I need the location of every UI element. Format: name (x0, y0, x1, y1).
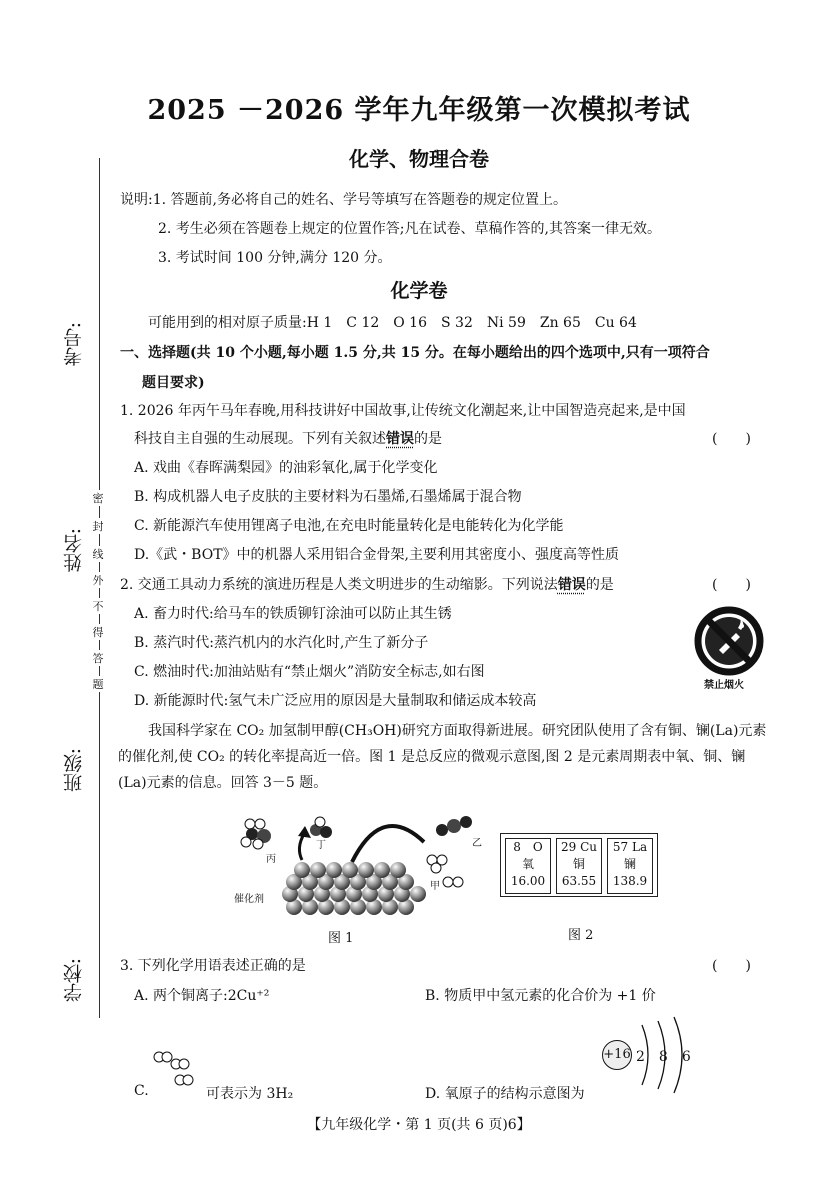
class-label: 班级: (63, 748, 85, 793)
no-fireworks-sign-icon (694, 606, 764, 676)
school-label: 学校: (63, 958, 85, 1003)
seal-char: 得 (90, 624, 106, 640)
q2-option-b: B. 蒸汽时代:蒸汽机内的水汽化时,产生了新分子 (134, 635, 429, 651)
figure-2-caption: 图 2 (568, 928, 594, 943)
section-title: 化学卷 (390, 280, 448, 302)
hydrogen-molecules-icon (152, 1050, 202, 1090)
q1-stem-emphasis: 错误 (386, 431, 414, 447)
q3-option-b: B. 物质甲中氢元素的化合价为 +1 价 (425, 988, 656, 1004)
q3-option-c-label: C. (134, 1083, 149, 1099)
seal-char: 不 (90, 598, 106, 614)
oxygen-mass: 16.00 (510, 874, 546, 888)
label-catalyst: 催化剂 (234, 894, 264, 905)
q1-option-a: A. 戏曲《春晖满梨园》的油彩氧化,属于化学变化 (134, 460, 438, 476)
catalyst-surface-graphic (232, 812, 494, 922)
seal-char: 外 (90, 572, 106, 588)
instruction-2: 2. 考生必须在答题卷上规定的位置作答;凡在试卷、草稿作答的,其答案一律无效。 (158, 221, 661, 237)
page-footer: 【九年级化学・第 1 页(共 6 页)6】 (307, 1117, 531, 1133)
exam-subtitle: 化学、物理合卷 (349, 147, 489, 171)
label-jia: 甲 (430, 881, 440, 892)
q2-answer-paren: ( ) (712, 577, 751, 593)
label-ding: 丁 (316, 840, 326, 851)
lanthanum-number-symbol: 57 La (612, 840, 648, 854)
q1-stem-post: 的是 (414, 431, 442, 447)
label-bing: 丙 (266, 854, 276, 865)
lanthanum-mass: 138.9 (612, 874, 648, 888)
q2-option-c: C. 燃油时代:加油站贴有“禁止烟火”消防安全标志,如右图 (134, 664, 485, 680)
q3-stem: 3. 下列化学用语表述正确的是 (120, 958, 306, 974)
part1-heading-cont: 题目要求) (142, 375, 205, 391)
q1-option-d: D.《武・BOT》中的机器人采用铝合金骨架,主要利用其密度小、强度高等性质 (134, 547, 619, 563)
q2-option-a: A. 畜力时代:给马车的铁质铆钉涂油可以防止其生锈 (134, 606, 452, 622)
instruction-1: 说明:1. 答题前,务必将自己的姓名、学号等填写在答题卷的规定位置上。 (120, 192, 567, 208)
part1-heading: 一、选择题(共 10 个小题,每小题 1.5 分,共 15 分。在每小题给出的四个选项中,只有一项符合 (120, 345, 710, 361)
element-oxygen (505, 838, 551, 894)
seal-char: 封 (90, 518, 106, 534)
q1-stem-line1: 1. 2026 年丙午马年春晚,用科技讲好中国故事,让传统文化潮起来,让中国智造亮起来,是中国 (120, 403, 686, 419)
label-yi: 乙 (472, 838, 482, 849)
element-copper (556, 838, 602, 894)
q2-stem-post: 的是 (585, 577, 614, 593)
q3-option-c-text: 可表示为 3H₂ (206, 1086, 294, 1102)
copper-number-symbol: 29 Cu (561, 840, 597, 854)
name-label: 姓名: (63, 528, 85, 573)
element-lanthanum (607, 838, 653, 894)
q2-stem-emphasis: 错误 (557, 577, 586, 593)
figure-1-diagram (232, 812, 494, 922)
atomic-masses: 可能用到的相对原子质量:H 1 C 12 O 16 S 32 Ni 59 Zn 65 Cu 64 (148, 315, 637, 331)
atom-shells: 2 8 6 (636, 1049, 691, 1065)
q2-stem (120, 574, 614, 594)
q3-option-d: D. 氧原子的结构示意图为 (425, 1086, 585, 1102)
q2-option-d: D. 新能源时代:氢气未广泛应用的原因是大量制取和储运成本较高 (134, 693, 537, 709)
q1-answer-paren: ( ) (712, 431, 751, 447)
q1-option-b: B. 构成机器人电子皮肤的主要材料为石墨烯,石墨烯属于混合物 (134, 489, 522, 505)
atom-nucleus: +16 (602, 1040, 632, 1070)
q3-answer-paren: ( ) (712, 958, 751, 974)
lanthanum-name: 镧 (623, 857, 636, 871)
exam-title: 2025 －2026 学年九年级第一次模拟考试 (147, 95, 691, 126)
oxygen-number-symbol: 8 O (513, 840, 543, 854)
seal-char: 答 (90, 650, 106, 666)
q1-stem-pre: 科技自主自强的生动展现。下列有关叙述 (134, 431, 386, 447)
q2-stem-pre: 2. 交通工具动力系统的演进历程是人类文明进步的生动缩影。下列说法 (120, 577, 558, 593)
oxygen-name: 氧 (521, 857, 534, 871)
seal-char: 题 (90, 676, 106, 692)
exam-number-label: 考号: (63, 322, 85, 367)
seal-char: 密 (90, 490, 106, 506)
seal-char: 线 (90, 546, 106, 562)
figure-1-caption: 图 1 (328, 931, 354, 946)
q1-stem-line2 (134, 428, 442, 448)
instruction-3: 3. 考试时间 100 分钟,满分 120 分。 (158, 250, 392, 266)
no-fireworks-label: 禁止烟火 (704, 680, 744, 691)
copper-mass: 63.55 (561, 874, 597, 888)
q1-option-c: C. 新能源汽车使用锂离子电池,在充电时能量转化是电能转化为化学能 (134, 518, 564, 534)
q3-option-a: A. 两个铜离子:2Cu⁺² (134, 988, 270, 1004)
reading-passage: 我国科学家在 CO₂ 加氢制甲醇(CH₃OH)研究方面取得新进展。研究团队使用了含有铜、镧(La)元素的催化剂,使 CO₂ 的转化率提高近一倍。图 1 是总反应的微观示意图,图 2 是元素周期表中氧、铜、镧(La)元素的信息。回答 3－5 题。 (118, 723, 767, 791)
copper-name: 铜 (572, 857, 585, 871)
